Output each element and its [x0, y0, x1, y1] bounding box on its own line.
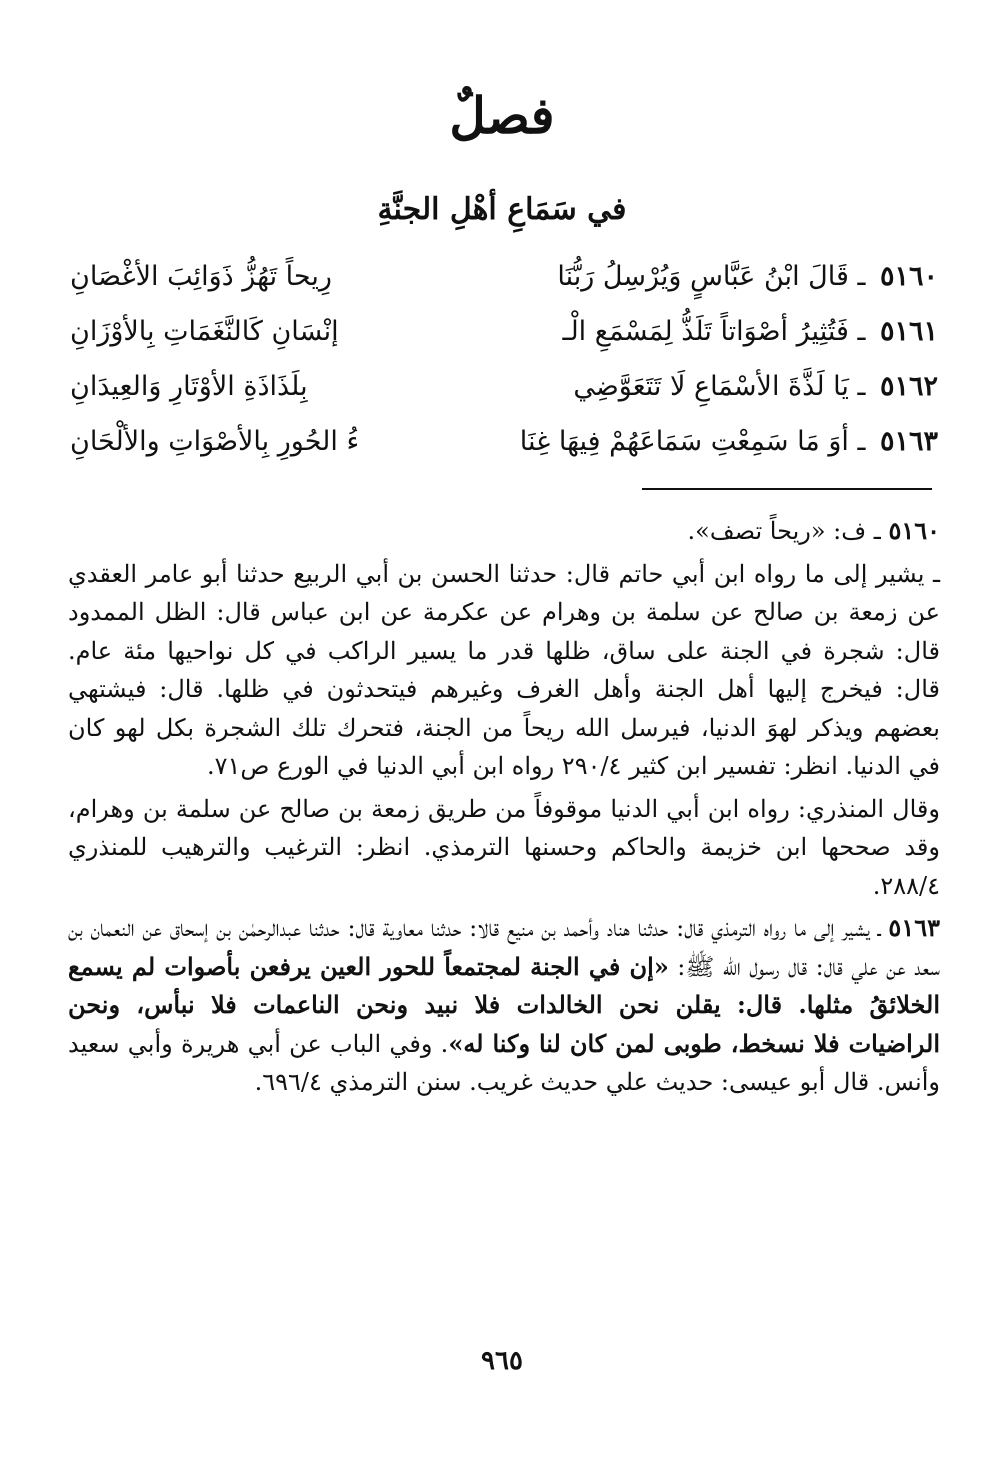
verse-second-hemistich: ءُ الحُورِ بِالأصْوَاتِ والألْحَانِ: [70, 426, 360, 458]
footnote-paragraph: ـ يشير إلى ما رواه ابن أبي حاتم قال: حدثنا الحسن بن أبي الربيع حدثنا أبو عامر العقدي عن زمعة بن صالح عن سلمة بن وهرام عن عكرمة عن ابن عباس قال: الظل الممدود قال: شجرة في الجنة على ساق، ظلها قدر ما يسير الراكب في كل نواحيها مئة عام. قال: فيخرج إليها أهل الجنة وأهل الغرف وغيرهم فيتحدثون في ظلها. قال: فيشتهي بعضهم ويذكر لهوَ الدنيا، فيرسل الله ريحاً من الجنة، فتحرك تلك الشجرة بكل لهو كان في الدنيا. انظر: تفسير ابن كثير ٢٩٠/٤ رواه ابن أبي الدنيا في الورع ص٧١.: [68, 559, 940, 780]
hadith-quote: «إن في الجنة لمجتمعاً للحور العين يرفعن بأصوات لم يسمع الخلائقُ مثلها. قال: يقلن نحن الخالدات فلا نبيد ونحن الناعمات فلا نبأس، ونحن الراضيات فلا نسخط، طوبى لمن كان لنا وكنا له»: [68, 951, 940, 1058]
verses-block: [70, 250, 938, 470]
verse-number: ٥١٦٢: [879, 371, 938, 403]
footnote-text: ـ يشير إلى ما رواه الترمذي قال: حدثنا هناد وأحمد بن منيع قالا: حدثنا معاوية قال: حدثنا عبدالرحمٰن بن إسحاق عن النعمان بن سعد عن علي قال: قال رسول الله ﷺ:: [68, 914, 941, 981]
footnote-text: . وفي الباب عن أبي هريرة وأبي سعيد وأنس. قال أبو عيسى: حديث علي حديث غريب. سنن الترمذي ٦٩٦/٤.: [68, 1029, 940, 1096]
footnote-divider: [642, 488, 932, 490]
verse-first-text: أوَ مَا سَمِعْتِ سَمَاعَهُمْ فِيهَا غِنَا: [519, 426, 849, 458]
footnotes: [68, 512, 940, 1106]
section-subheading: في سَمَاعِ أهْلِ الجنَّةِ: [377, 192, 627, 227]
verse-second-hemistich: إنْسَانِ كَالنَّغَمَاتِ بِالأوْزَانِ: [70, 316, 339, 348]
footnote-paragraph: وقال المنذري: رواه ابن أبي الدنيا موقوفاً من طريق زمعة بن صالح عن سلمة بن وهرام، وقد صححها ابن خزيمة والحاكم وحسنها الترمذي. انظر: الترغيب والترهيب للمنذري ٢٨٨/٤.: [68, 794, 940, 900]
verse-first-text: يَا لَذَّةَ الأسْمَاعِ لَا تَتَعَوَّضِي: [573, 371, 849, 403]
footnote-text: ـ ف: «ريحاً تصف».: [687, 517, 881, 545]
section-heading: فصلٌ: [449, 86, 555, 145]
verse-number: ٥١٦٠: [879, 261, 938, 293]
verse-second-hemistich: بِلَذَاذَةِ الأوْتَارِ وَالعِيدَانِ: [70, 371, 308, 403]
footnote-hadith: [68, 909, 940, 1102]
verse-first-hemistich: ٥١٦٠ ـ قَالَ ابْنُ عَبَّاسٍ وَيُرْسِلُ رَبُّنَا: [557, 261, 938, 293]
verse-first-hemistich: ٥١٦٢ ـ يَا لَذَّةَ الأسْمَاعِ لَا تَتَعَوَّضِي: [573, 371, 938, 403]
footnote-variant: [68, 512, 940, 551]
footnote-number: ٥١٦٣: [888, 913, 940, 942]
verse-first-hemistich: ٥١٦٣ ـ أوَ مَا سَمِعْتِ سَمَاعَهُمْ فِيهَا غِنَا: [519, 426, 938, 458]
verse-number: ٥١٦١: [879, 316, 938, 348]
verse-first-hemistich: ٥١٦١ ـ فَتُثِيرُ أصْوَاتاً تَلَذُّ لِمَسْمَعِ الْـ: [562, 316, 938, 348]
verse-line: [70, 305, 938, 360]
page-number: ٩٦٥: [481, 1346, 523, 1376]
verse-number: ٥١٦٣: [879, 426, 938, 458]
verse-second-hemistich: رِيحاً تَهُزُّ ذَوَائِبَ الأغْصَانِ: [70, 261, 332, 293]
verse-first-text: قَالَ ابْنُ عَبَّاسٍ وَيُرْسِلُ رَبُّنَا: [557, 261, 849, 293]
footnote-number: ٥١٦٠: [888, 516, 940, 545]
verse-line: [70, 415, 938, 470]
verse-first-text: فَتُثِيرُ أصْوَاتاً تَلَذُّ لِمَسْمَعِ الْـ: [562, 316, 849, 348]
verse-line: [70, 250, 938, 305]
verse-line: [70, 360, 938, 415]
